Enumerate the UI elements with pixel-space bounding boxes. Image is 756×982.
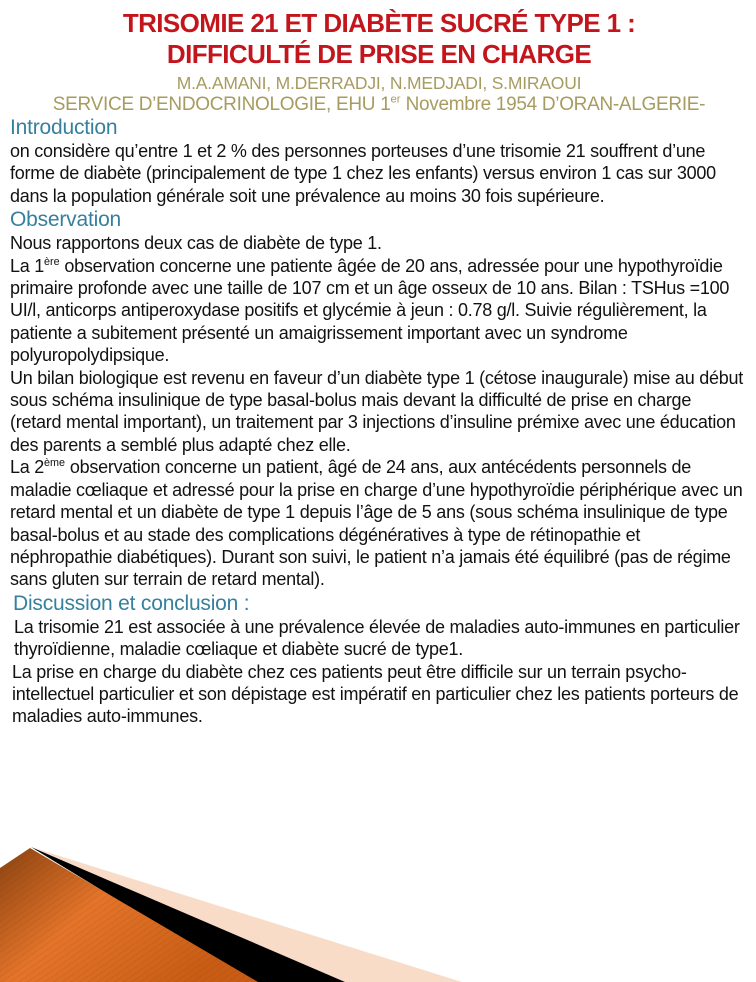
case1-text: observation concerne une patiente âgée de 20 ans, adressée pour une hypothyroïdie primaire profonde avec une taille de 107 cm et un âge osseux de 10 ans. Bilan : TSHus =100 UI/l, anticorps antiperoxydase positifs et glycémie à jeun : 0.78 g/l. Suivie régulièrement, la patiente a subitement présenté un amaigrissement important avec un syndrome polyuropolydipsique.	[10, 255, 730, 366]
page-title	[10, 8, 748, 70]
observation-case1-treatment-paragraph: Un bilan biologique est revenu en faveur d’un diabète type 1 (cétose inaugurale) mise au début sous schéma insulinique de type basal-bolus mais devant la difficulté de prise en charge (retard mental important), un traitement par 3 injections d’insuline prémixe avec une éducation des parents a semblé plus adapté chez elle.	[10, 367, 744, 455]
observation-intro-sentence: Nous rapportons deux cas de diabète de type 1.	[10, 233, 382, 254]
case1-prefix: La 1	[10, 255, 45, 276]
observation-case2-paragraph	[10, 456, 748, 590]
case2-ordinal-superscript: ème	[44, 457, 66, 470]
affiliation-line	[10, 94, 748, 115]
section-heading-observation: Observation	[10, 208, 122, 232]
affiliation-superscript: er	[390, 93, 401, 106]
title-line-1: TRISOMIE 21 ET DIABÈTE SUCRÉ TYPE 1 :	[122, 8, 636, 38]
observation-case1-paragraph	[10, 255, 748, 367]
section-heading-discussion: Discussion et conclusion :	[13, 591, 250, 615]
introduction-paragraph: on considère qu’entre 1 et 2 % des personnes porteuses d’une trisomie 21 souffrent d’une forme de diabète (principalement de type 1 chez les enfants) versus environ 1 cas sur 3000 dans la population générale soit une prévalence au moins 30 fois supérieure.	[10, 141, 716, 206]
header-block	[10, 8, 748, 115]
authors-line: M.A.AMANI, M.DERRADJI, N.MEDJADI, S.MIRAOUI	[176, 73, 582, 93]
discussion-paragraph-2: La prise en charge du diabète chez ces patients peut être difficile sur un terrain psycho-intellectuel particulier et son dépistage est impératif en particulier chez les patients porteurs de maladies auto-immunes.	[12, 661, 739, 727]
case2-prefix: La 2	[10, 457, 45, 478]
discussion-paragraph-1: La trisomie 21 est associée à une prévalence élevée de maladies auto-immunes en particulier thyroïdienne, maladie cœliaque et diabète sucré de type1.	[14, 616, 740, 660]
case2-text: observation concerne un patient, âgé de 24 ans, aux antécédents personnels de maladie cœliaque et adressé pour la prise en charge d’une hypothyroïdie périphérique avec un retard mental et un diabète de type 1 depuis l’âge de 5 ans (sous schéma insulinique de type basal-bolus et au stade des complications dégénératives à type de rétinopathie et néphropathie diabétiques). Durant son suivi, le patient n’a jamais été équilibré (pas de régime sans gluten sur terrain de retard mental).	[10, 457, 743, 590]
title-line-2: DIFFICULTÉ DE PRISE EN CHARGE	[166, 39, 592, 69]
case1-ordinal-superscript: ère	[44, 255, 60, 268]
affiliation-text: SERVICE D’ENDOCRINOLOGIE, EHU 1	[52, 94, 391, 115]
corner-ribbon-decoration	[0, 842, 470, 982]
affiliation-suffix: Novembre 1954 D’ORAN-ALGERIE-	[400, 94, 706, 115]
section-heading-introduction: Introduction	[10, 116, 118, 139]
